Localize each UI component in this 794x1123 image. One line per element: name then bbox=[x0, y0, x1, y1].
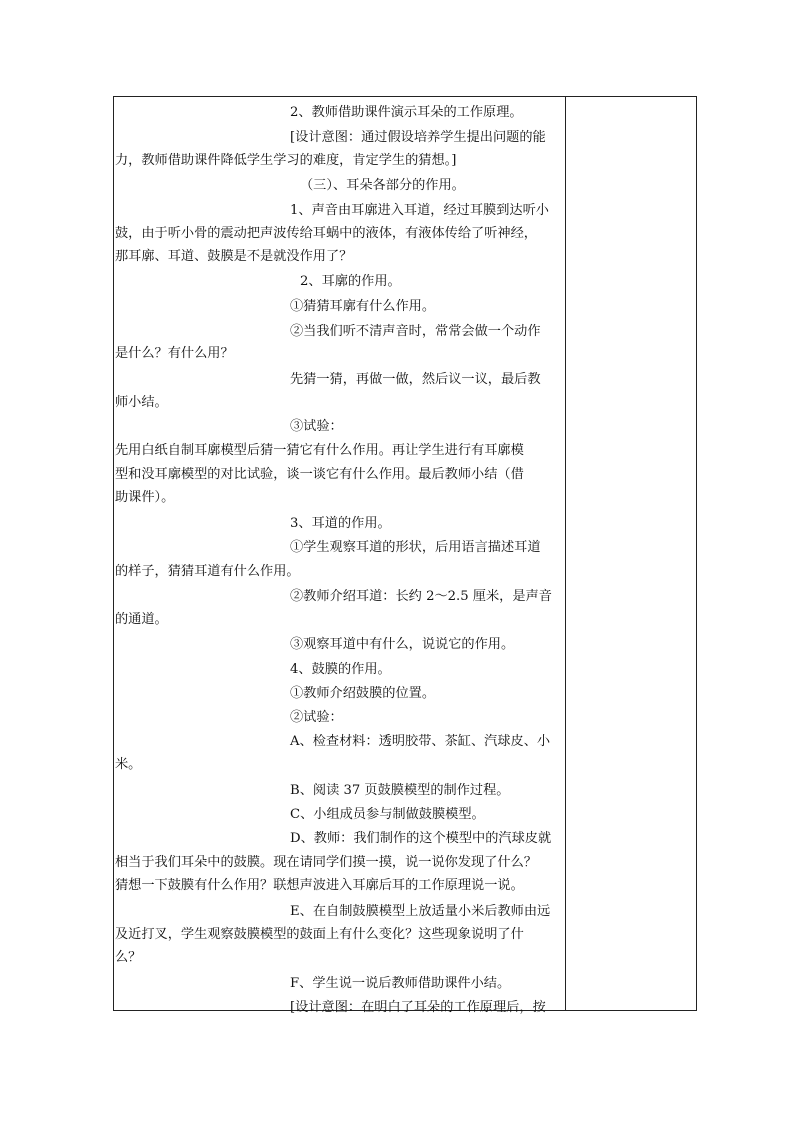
text-line: 的样子，猜猜耳道有什么作用。 bbox=[115, 564, 300, 579]
text-line: ①猜猜耳廓有什么作用。 bbox=[290, 299, 436, 314]
text-line: 1、声音由耳廓进入耳道，经过耳膜到达听小 bbox=[290, 203, 549, 218]
text-line: F、学生说一说后教师借助课件小结。 bbox=[290, 976, 511, 991]
text-line: 是什么？有什么用？ bbox=[115, 346, 234, 361]
text-line: （三）、耳朵各部分的作用。 bbox=[300, 178, 465, 193]
text-line: 么？ bbox=[115, 950, 142, 965]
text-line: 助课件）。 bbox=[115, 490, 175, 505]
text-line: ①教师介绍鼓膜的位置。 bbox=[290, 686, 436, 701]
text-line: 的通道。 bbox=[115, 612, 168, 627]
text-line: 4、鼓膜的作用。 bbox=[290, 662, 391, 677]
text-line: C、小组成员参与制做鼓膜模型。 bbox=[290, 807, 485, 822]
text-line: 师小结。 bbox=[115, 395, 168, 410]
text-line: 那耳廓、耳道、鼓膜是不是就没作用了？ bbox=[115, 249, 353, 264]
text-line: 先用白纸自制耳廓模型后猜一猜它有什么作用。再让学生进行有耳廓模 bbox=[115, 443, 524, 458]
notes-cell bbox=[566, 97, 696, 1010]
text-line: 米。 bbox=[115, 757, 142, 772]
text-line: 先猜一猜，再做一做，然后议一议，最后教 bbox=[290, 372, 541, 387]
text-line: ②当我们听不清声音时，常常会做一个动作 bbox=[290, 324, 541, 339]
text-line: [设计意图：在明白了耳朵的工作原理后，按 bbox=[290, 1000, 546, 1015]
text-line: 及近打叉，学生观察鼓膜模型的鼓面上有什么变化？这些现象说明了什 bbox=[115, 927, 524, 942]
content-cell bbox=[114, 97, 566, 1015]
text-line: ②教师介绍耳道：长约 2～2.5 厘米，是声音 bbox=[290, 589, 552, 604]
lesson-table bbox=[113, 96, 697, 1015]
text-line: 2、耳廓的作用。 bbox=[300, 274, 401, 289]
text-line: E、在自制鼓膜模型上放适量小米后教师由远 bbox=[290, 904, 551, 919]
text-line: ③试验： bbox=[290, 419, 343, 434]
text-line: 力，教师借助课件降低学生学习的难度，肯定学生的猜想。] bbox=[115, 153, 457, 168]
text-line: [设计意图：通过假设培养学生提出问题的能 bbox=[290, 130, 546, 145]
text-line: ①学生观察耳道的形状，后用语言描述耳道 bbox=[290, 540, 541, 555]
text-line: ②试验： bbox=[290, 710, 343, 725]
text-line: B、阅读 37 页鼓膜模型的制作过程。 bbox=[290, 783, 510, 798]
text-line: 鼓，由于听小骨的震动把声波传给耳蜗中的液体，有液体传给了听神经， bbox=[115, 226, 537, 241]
text-line: 猜想一下鼓膜有什么作用？联想声波进入耳廓后耳的工作原理说一说。 bbox=[115, 878, 524, 893]
text-line: A、检查材料：透明胶带、茶缸、汽球皮、小 bbox=[290, 734, 551, 749]
text-line: 型和没耳廓模型的对比试验，谈一谈它有什么作用。最后教师小结（借 bbox=[115, 467, 524, 482]
text-line: 3、耳道的作用。 bbox=[290, 516, 391, 531]
text-line: ③观察耳道中有什么，说说它的作用。 bbox=[290, 637, 515, 652]
text-line: 相当于我们耳朵中的鼓膜。现在请同学们摸一摸，说一说你发现了什么？ bbox=[115, 855, 537, 870]
text-line: 2、教师借助课件演示耳朵的工作原理。 bbox=[290, 105, 523, 120]
text-line: D、教师：我们制作的这个模型中的汽球皮就 bbox=[290, 831, 552, 846]
